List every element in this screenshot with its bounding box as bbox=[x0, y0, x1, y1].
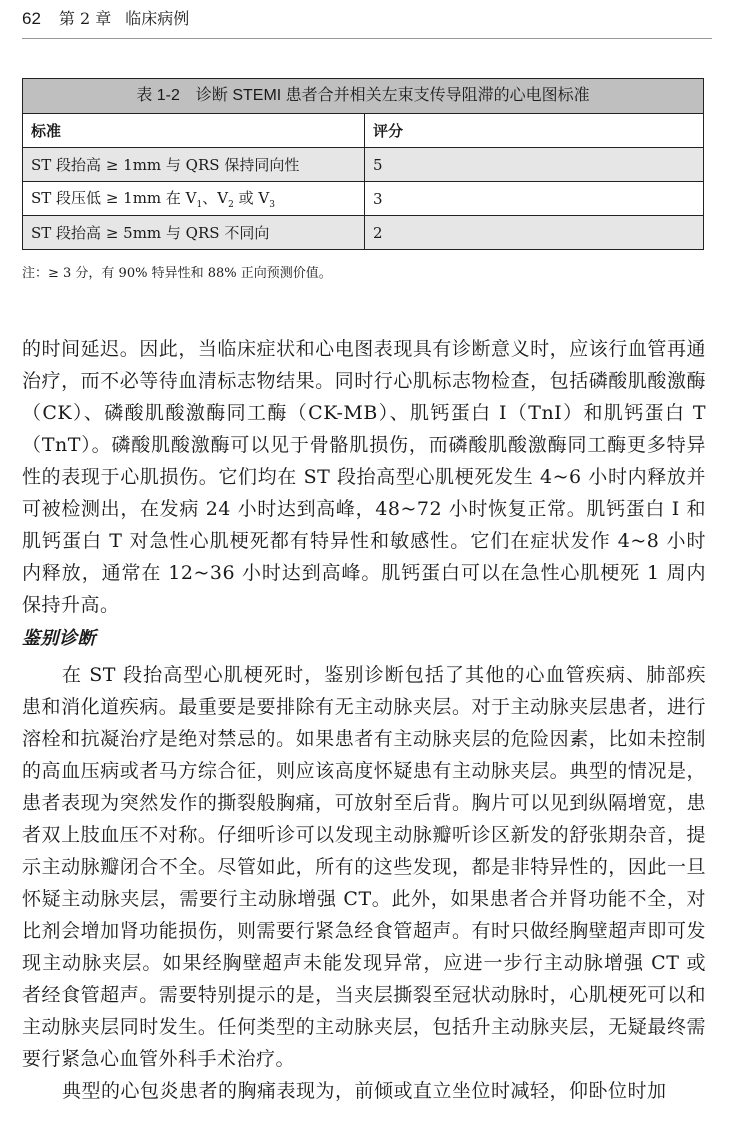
paragraph: 的时间延迟。因此，当临床症状和心电图表现具有诊断意义时，应该行血管再通治疗，而不必等待血清标志物结果。同时行心肌标志物检查，包括磷酸肌酸激酶（CK）、磷酸肌酸激酶同工酶（CK-MB）、肌钙蛋白 I（TnI）和肌钙蛋白 T（TnT）。磷酸肌酸激酶可以见于骨骼肌损伤，而磷酸肌酸激酶同工酶更多特异性的表现于心肌损伤。它们均在 ST 段抬高型心肌梗死发生 4~6 小时内释放并可被检测出，在发病 24 小时达到高峰，48~72 小时恢复正常。肌钙蛋白 I 和肌钙蛋白 T 对急性心肌梗死都有特异性和敏感性。它们在症状发作 4~8 小时内释放，通常在 12~36 小时达到高峰。肌钙蛋白可以在急性心肌梗死 1 周内保持升高。 bbox=[22, 338, 706, 616]
criterion-text: 、V bbox=[202, 189, 229, 207]
table-row bbox=[23, 216, 704, 250]
table-header-row bbox=[23, 114, 704, 148]
page-number: 62 bbox=[22, 9, 41, 28]
subscript: 1 bbox=[196, 200, 203, 210]
criterion-text: 或 V bbox=[233, 189, 270, 207]
criterion-text: ST 段压低 ≥ 1mm 在 V bbox=[31, 189, 197, 207]
header-rule bbox=[22, 38, 712, 39]
chapter-title: 临床病例 bbox=[125, 9, 190, 28]
subscript: 2 bbox=[228, 200, 234, 210]
criteria-table-container bbox=[22, 78, 704, 250]
table-row bbox=[23, 182, 704, 216]
table-header-score: 评分 bbox=[365, 114, 704, 148]
paragraph: 在 ST 段抬高型心肌梗死时，鉴别诊断包括了其他的心血管疾病、肺部疾患和消化道疾病。最重要是要排除有无主动脉夹层。对于主动脉夹层患者，进行溶栓和抗凝治疗是绝对禁忌的。如果患者有主动脉夹层的危险因素，比如未控制的高血压病或者马方综合征，则应该高度怀疑患有主动脉夹层。典型的情况是，患者表现为突然发作的撕裂般胸痛，可放射至后背。胸片可以见到纵隔增宽，患者双上肢血压不对称。仔细听诊可以发现主动脉瓣听诊区新发的舒张期杂音，提示主动脉瓣闭合不全。尽管如此，所有的这些发现，都是非特异性的，因此一旦怀疑主动脉夹层，需要行主动脉增强 CT。此外，如果患者合并肾功能不全，对比剂会增加肾功能损伤，则需要行紧急经食管超声。有时只做经胸壁超声即可发现主动脉夹层。如果经胸壁超声未能发现异常，应进一步行主动脉增强 CT 或者经食管超声。需要特别提示的是，当夹层撕裂至冠状动脉时，心肌梗死可以和主动脉夹层同时发生。任何类型的主动脉夹层，包括升主动脉夹层，无疑最终需要行紧急心血管外科手术治疗。 bbox=[22, 664, 706, 1070]
table-cell-criterion bbox=[23, 182, 365, 216]
table-cell-criterion: ST 段抬高 ≥ 1mm 与 QRS 保持同向性 bbox=[23, 148, 365, 182]
running-header bbox=[22, 6, 712, 32]
subscript: 3 bbox=[269, 200, 275, 210]
criteria-table bbox=[22, 78, 704, 250]
section-heading: 鉴别诊断 bbox=[22, 628, 96, 649]
table-header-criterion: 标准 bbox=[23, 114, 365, 148]
table-row bbox=[23, 148, 704, 182]
table-cell-score: 3 bbox=[365, 182, 704, 216]
table-cell-score: 2 bbox=[365, 216, 704, 250]
body-text bbox=[22, 333, 706, 1107]
paragraph: 典型的心包炎患者的胸痛表现为，前倾或直立坐位时减轻，仰卧位时加 bbox=[62, 1080, 667, 1102]
table-cell-criterion: ST 段抬高 ≥ 5mm 与 QRS 不同向 bbox=[23, 216, 365, 250]
table-note: 注：≥ 3 分，有 90% 特异性和 88% 正向预测价值。 bbox=[22, 266, 332, 281]
chapter-label: 第 2 章 bbox=[58, 9, 112, 28]
table-cell-score: 5 bbox=[365, 148, 704, 182]
table-caption: 表 1-2 诊断 STEMI 患者合并相关左束支传导阻滞的心电图标准 bbox=[22, 78, 704, 113]
